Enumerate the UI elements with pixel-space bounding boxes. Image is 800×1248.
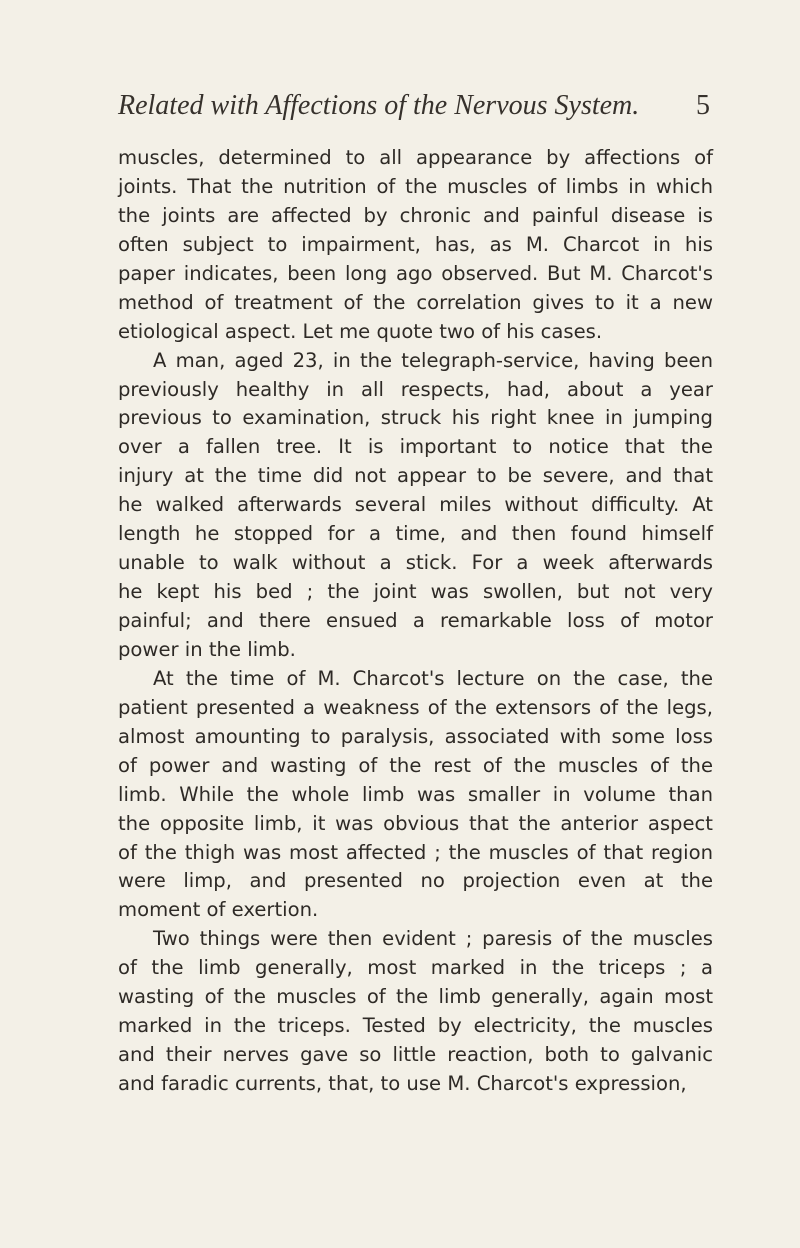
text-line: of power and wasting of the rest of the muscles of the	[118, 753, 713, 777]
text-line: injury at the time did not appear to be severe, and that	[118, 464, 713, 488]
text-line: almost amounting to paralysis, associated with some loss	[118, 724, 713, 748]
running-header	[118, 90, 710, 130]
text-line: Two things were then evident ; paresis of the muscles	[153, 927, 713, 951]
text-line: he kept his bed ; the joint was swollen, but not very	[118, 580, 713, 604]
text-line: the opposite limb, it was obvious that the anterior aspect	[118, 811, 713, 835]
text-line: the joints are affected by chronic and painful disease is	[118, 203, 713, 227]
text-line: limb. While the whole limb was smaller in volume than	[118, 782, 713, 806]
text-line: patient presented a weakness of the extensors of the legs,	[118, 695, 713, 719]
text-line: previous to examination, struck his right knee in jumping	[118, 406, 713, 430]
text-line: and their nerves gave so little reaction, both to galvanic	[118, 1043, 713, 1067]
text-line: previously healthy in all respects, had, about a year	[118, 377, 713, 401]
text-line: he walked afterwards several miles without difficulty. At	[118, 493, 713, 517]
paragraph	[118, 665, 713, 925]
body-text	[118, 144, 713, 1099]
text-line: power in the limb.	[118, 637, 296, 661]
text-line: muscles, determined to all appearance by affections of	[118, 146, 713, 169]
text-line: of the limb generally, most marked in the triceps ; a	[118, 956, 713, 980]
page-number: 5	[696, 90, 710, 121]
text-line: length he stopped for a time, and then found himself	[118, 522, 713, 546]
text-line: method of treatment of the correlation gives to it a new	[118, 290, 713, 314]
text-line: At the time of M. Charcot's lecture on the case, the	[153, 666, 713, 690]
text-line: joints. That the nutrition of the muscles of limbs in which	[118, 174, 713, 198]
text-line: and faradic currents, that, to use M. Charcot's expression,	[118, 1072, 687, 1095]
text-line: unable to walk without a stick. For a week afterwards	[118, 551, 713, 575]
running-title: Related with Affections of the Nervous System.	[118, 90, 640, 121]
text-line: etiological aspect. Let me quote two of his cases.	[118, 319, 603, 343]
text-line: of the thigh was most affected ; the muscles of that region	[118, 840, 713, 864]
text-line: over a fallen tree. It is important to notice that the	[118, 435, 713, 459]
text-line: were limp, and presented no projection even at the	[118, 869, 713, 893]
text-line: marked in the triceps. Tested by electricity, the muscles	[118, 1014, 713, 1038]
text-line: often subject to impairment, has, as M. Charcot in his	[118, 232, 713, 256]
text-line: paper indicates, been long ago observed. But M. Charcot's	[118, 261, 713, 285]
paragraph	[118, 347, 713, 665]
paragraph	[118, 925, 713, 1099]
text-line: wasting of the muscles of the limb generally, again most	[118, 985, 713, 1009]
text-line: moment of exertion.	[118, 898, 319, 922]
text-line: painful; and there ensued a remarkable loss of motor	[118, 609, 713, 632]
paragraph	[118, 144, 713, 347]
text-line: A man, aged 23, in the telegraph-service, having been	[153, 348, 713, 372]
